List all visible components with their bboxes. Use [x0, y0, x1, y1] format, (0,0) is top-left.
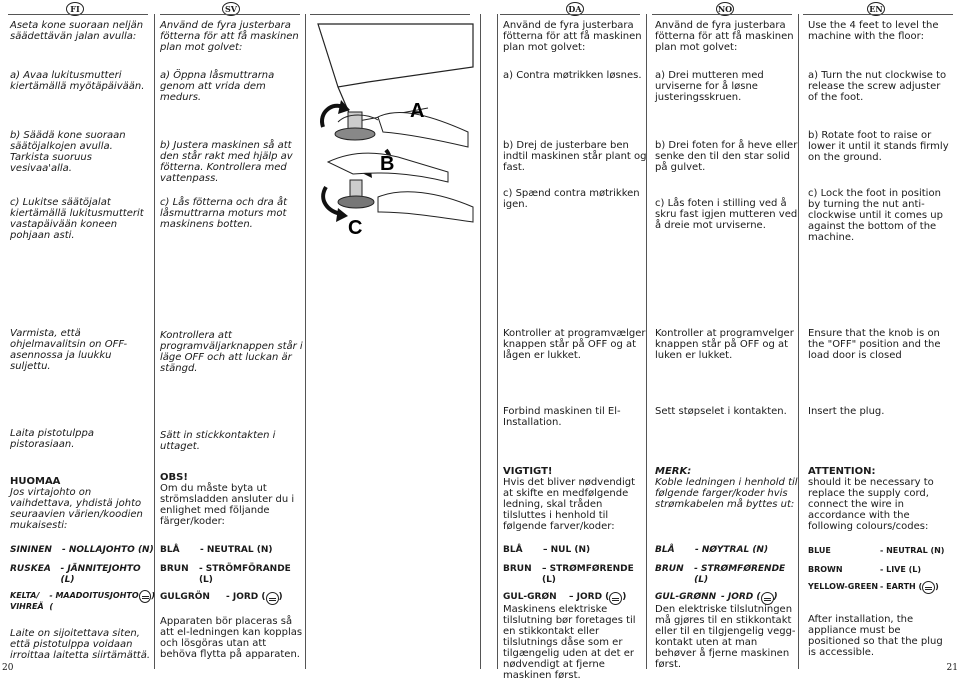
- wire-color: BLÅ: [160, 545, 180, 555]
- plug-text: Insert the plug.: [808, 406, 885, 417]
- label-b: B: [380, 153, 395, 175]
- wire-color: GUL-GRØN: [503, 592, 557, 602]
- plug-text: Sett støpselet i kontakten.: [655, 406, 787, 417]
- knob-text: Varmista, että ohjelmavalitsin on OFF-asennossa ja luukku suljettu.: [10, 328, 128, 372]
- warning-title: ATTENTION:: [808, 466, 876, 477]
- page-number-right: 21: [946, 663, 958, 673]
- step-a: a) Avaa lukitusmutteri kiertämällä myötäpäivään.: [10, 70, 145, 92]
- step-c: c) Lock the foot in position by turning the nut anti-clockwise until it comes up against the bottom of the machine.: [808, 188, 943, 243]
- earth-symbol-icon: [139, 590, 151, 603]
- step-c: c) Lukitse säätöjalat kiertämällä lukitusmutterit vastapäivään koneen pohjaan asti.: [10, 197, 144, 241]
- step-b: b) Rotate foot to raise or lower it until it stands firmly on the ground.: [808, 130, 949, 163]
- wire-color: BRUN: [160, 564, 189, 574]
- wire-code: – JORD (: [569, 592, 610, 602]
- label-a: A: [410, 100, 425, 122]
- rule: [310, 14, 470, 15]
- plug-text: Laita pistotulppa pistorasiaan.: [10, 428, 94, 450]
- label-c: C: [348, 217, 363, 239]
- wire-table: BLUE - NEUTRAL (N) BROWN - LIVE (L) YELLOW-GREEN - EARTH ( ): [808, 545, 953, 594]
- placement-text: Maskinens elektriske tilslutning bør foretages til en stikkontakt eller tilslutnings dåse som er tilgængelig uden at det er nødvendigt at fjerne maskinen først.: [503, 604, 636, 681]
- wire-color: BRUN: [503, 564, 532, 574]
- wire-color: BLÅ: [655, 545, 675, 555]
- step-b: b) Drej de justerbare ben indtil maskinen står plant og fast.: [503, 140, 647, 173]
- page-number-left: 20: [2, 663, 14, 673]
- column-divider: [305, 14, 306, 669]
- wire-color: SININEN: [10, 545, 52, 555]
- wire-code: - LIVE (L): [880, 565, 922, 574]
- wire-code: – STRØMFØRENDE (L): [541, 564, 634, 585]
- lang-badge-fi: FI: [66, 2, 84, 16]
- warning-text: should it be necessary to replace the supply cord, connect the wire in accordance with the following colours/codes:: [808, 477, 934, 532]
- rule: [652, 14, 792, 15]
- wire-table: SININEN - NOLLAJOHTO (N) RUSKEA - JÄNNITEJOHTO (L) KELTA/ VIHREÄ - MAADOITUSJOHTO ( ): [10, 545, 155, 611]
- rule: [160, 14, 300, 15]
- step-c: c) Lås foten i stilling ved å skru fast igjen mutteren ved å dreie mot urviserne.: [655, 198, 798, 231]
- step-b: b) Säädä kone suoraan säätöjalkojen avulla. Tarkista suoruus vesivaa'alla.: [10, 130, 126, 174]
- plug-text: Sätt in stickkontakten i uttaget.: [160, 430, 276, 452]
- wire-table: BLÅ – NUL (N) BRUN – STRØMFØRENDE (L) GUL-GRØN – JORD ( ): [503, 545, 648, 605]
- warning-text: Jos virtajohto on vaihdettava, yhdistä johto seuraavien värien/koodien mukaisesti:: [10, 487, 143, 531]
- knob-text: Ensure that the knob is on the "OFF" position and the load door is closed: [808, 328, 941, 361]
- earth-symbol-icon: [266, 592, 279, 605]
- wire-table: BLÅ - NEUTRAL (N) BRUN - STRÖMFÖRANDE (L) GULGRÖN - JORD ( ): [160, 545, 305, 605]
- column-divider: [480, 14, 481, 669]
- rule: [803, 14, 953, 15]
- step-a: a) Turn the nut clockwise to release the screw adjuster of the foot.: [808, 70, 947, 103]
- knob-text: Kontroller at programvælger knappen står på OFF og at lågen er lukket.: [503, 328, 646, 361]
- step-b: b) Drei foten for å heve eller senke den til den star solid på gulvet.: [655, 140, 798, 173]
- knob-text: Kontroller at programvelger knappen står på OFF og at luken er lukket.: [655, 328, 794, 361]
- wire-code: - JÄNNITEJOHTO (L): [60, 564, 141, 585]
- warning-text: Om du måste byta ut strömsladden ansluter du i enlighet med följande färger/koder:: [160, 483, 295, 527]
- wire-code: - JORD (: [226, 592, 266, 602]
- plug-text: Forbind maskinen til El-Installation.: [503, 406, 621, 428]
- wire-code: - JORD (: [721, 592, 761, 602]
- warning-title: OBS!: [160, 472, 188, 483]
- intro-text: Använd de fyra justerbara fötterna för att få maskinen plan mot golvet:: [655, 20, 794, 53]
- lang-badge-no: NO: [717, 4, 733, 14]
- earth-symbol-icon: [922, 581, 935, 594]
- step-b: b) Justera maskinen så att den står rakt med hjälp av fötterna. Kontrollera med vattenpass.: [160, 140, 293, 184]
- rule: [8, 14, 148, 15]
- step-a: a) Contra møtrikken løsnes.: [503, 70, 642, 81]
- wire-color: GUL-GRØNN: [655, 592, 717, 602]
- wire-table: BLÅ - NØYTRAL (N) BRUN - STRØMFØRENDE (L) GUL-GRØNN - JORD ( ): [655, 545, 800, 605]
- wire-color: RUSKEA: [10, 564, 51, 574]
- warning-text: Koble ledningen i henhold til følgende farger/koder hvis strømkabelen må byttes ut:: [655, 477, 798, 510]
- wire-code: - NEUTRAL (N): [880, 546, 945, 555]
- intro-text: Använd de fyra justerbara fötterna för att få maskinen plan mot golvet:: [160, 20, 299, 53]
- knob-text: Kontrollera att programväljarknappen står i läge OFF och att luckan är stängd.: [160, 330, 303, 374]
- warning-title: MERK:: [655, 466, 692, 477]
- wire-color: GULGRÖN: [160, 592, 210, 602]
- step-a: a) Öppna låsmuttrarna genom att vrida dem medurs.: [160, 70, 275, 103]
- warning-title: HUOMAA: [10, 476, 61, 487]
- wire-code: - NØYTRAL (N): [695, 545, 769, 555]
- intro-text: Use the 4 feet to level the machine with the floor:: [808, 20, 939, 42]
- wire-code: - EARTH (: [880, 582, 923, 591]
- wire-color: YELLOW-GREEN: [808, 582, 879, 591]
- wire-code: - NOLLAJOHTO (N): [62, 545, 154, 555]
- placement-text: After installation, the appliance must be positioned so that the plug is accessible.: [808, 614, 943, 658]
- wire-color: KELTA/ VIHREÄ: [10, 591, 44, 611]
- warning-text: Hvis det bliver nødvendigt at skifte en medfølgende ledning, skal tråden tilsluttes i henhold til følgende farver/koder:: [503, 477, 636, 532]
- wire-code: - STRÖMFÖRANDE (L): [198, 564, 291, 585]
- wire-code: – NUL (N): [543, 545, 591, 555]
- wire-code: - NEUTRAL (N): [200, 545, 273, 555]
- placement-text: Den elektriske tilslutningen må gjøres til en stikkontakt eller til en tilgjengelig vegg-kontakt uten at man behøver å fjerne maskinen først.: [655, 604, 796, 670]
- rule: [500, 14, 640, 15]
- step-c: c) Spænd contra møtrikken igen.: [503, 188, 640, 210]
- wire-code: - MAADOITUSJOHTO (: [49, 591, 139, 611]
- placement-text: Laite on sijoitettava siten, että pistotulppa voidaan irroittaa laitetta siirtämättä.: [10, 628, 151, 661]
- intro-text: Aseta kone suoraan neljän säädettävän jalan avulla:: [10, 20, 144, 42]
- step-a: a) Drei mutteren med urviserne for å løsne justeringsskruen.: [655, 70, 764, 103]
- warning-title: VIGTIGT!: [503, 466, 553, 477]
- lang-badge-sv: SV: [222, 2, 240, 16]
- lang-badge-da: DA: [566, 2, 584, 16]
- step-c: c) Lås fötterna och dra åt låsmuttrarna moturs mot maskinens botten.: [160, 197, 288, 230]
- wire-color: BLÅ: [503, 545, 523, 555]
- wire-color: BROWN: [808, 565, 843, 574]
- foot-adjustment-illustration: [308, 22, 478, 252]
- placement-text: Apparaten bör placeras så att el-ledningen kan kopplas och lösgöras utan att behöva flytta på apparaten.: [160, 616, 303, 660]
- column-divider: [497, 14, 498, 669]
- wire-color: BRUN: [655, 564, 684, 574]
- wire-code: - STRØMFØRENDE (L): [694, 564, 786, 585]
- intro-text: Använd de fyra justerbara fötterna för att få maskinen plan mot golvet:: [503, 20, 642, 53]
- wire-color: BLUE: [808, 546, 831, 555]
- lang-badge-en: EN: [867, 2, 885, 16]
